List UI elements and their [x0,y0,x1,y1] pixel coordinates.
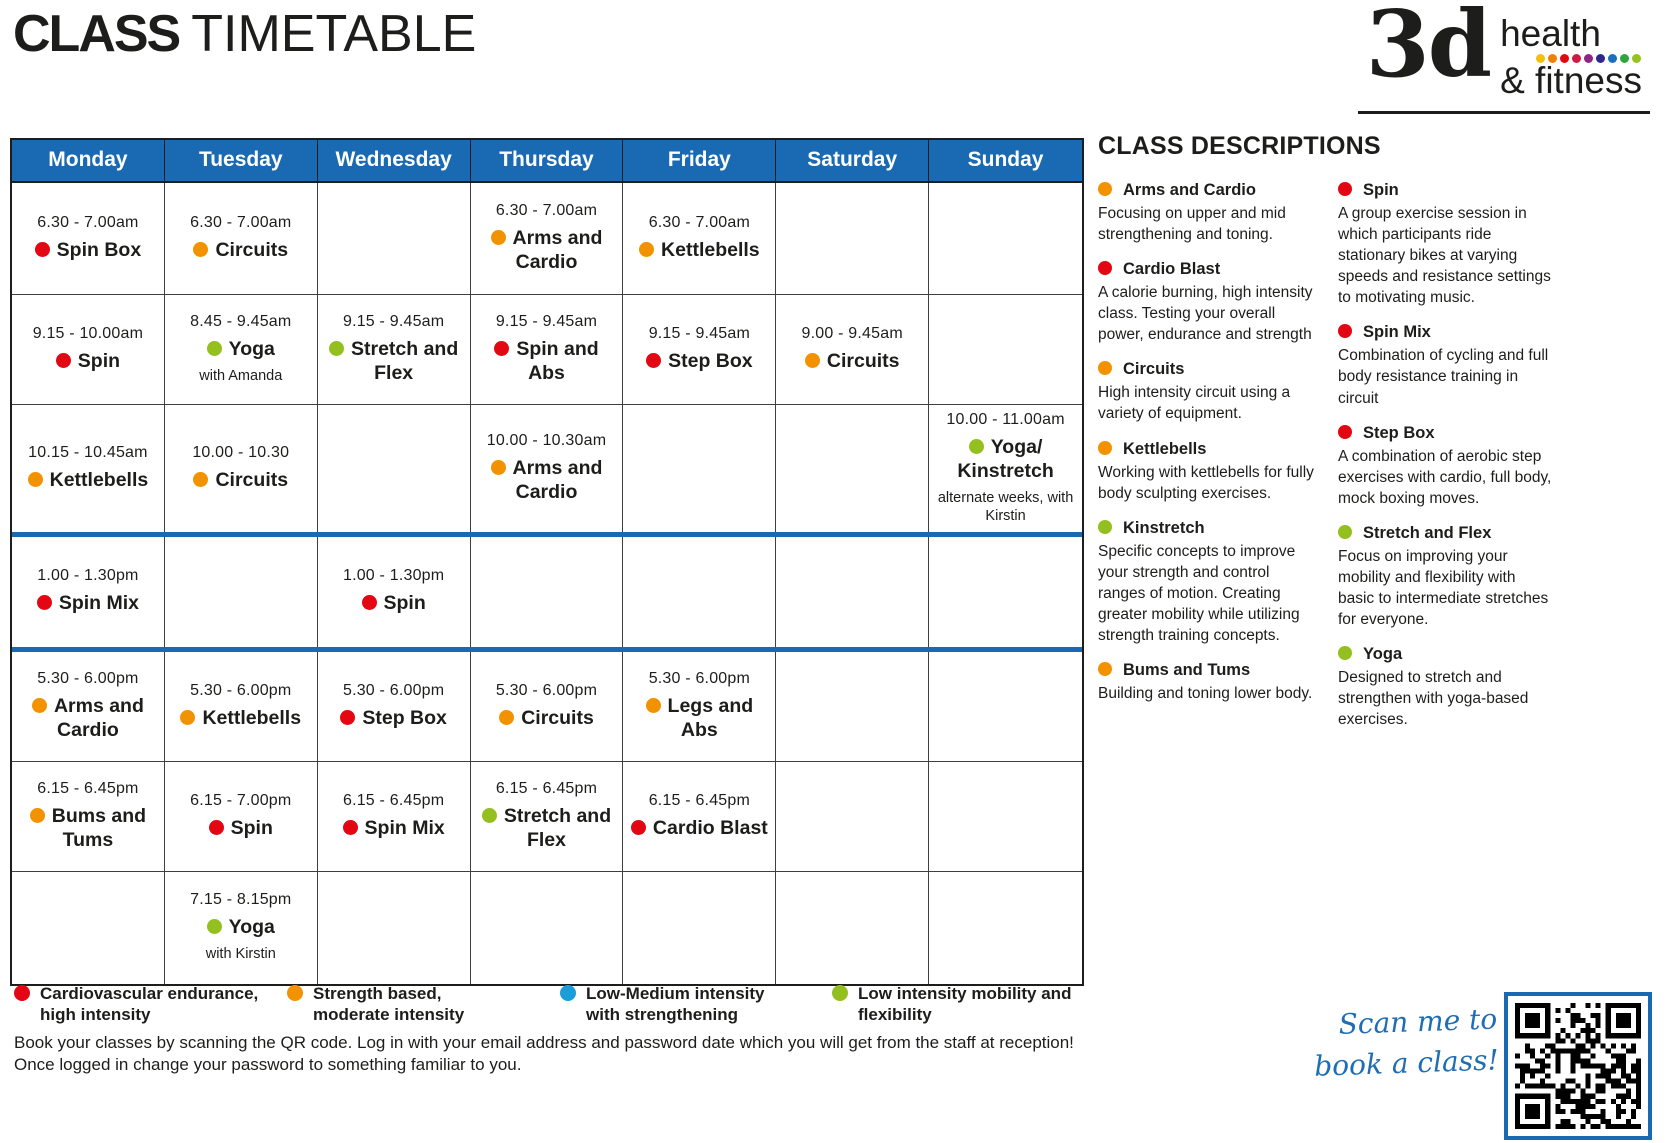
class-time: 7.15 - 8.15pm [190,891,292,909]
class-cell-saturday-row1 [776,183,929,295]
class-cell-sunday-row5 [929,652,1082,762]
timetable-row-2 [12,295,1082,405]
class-cell-sunday-row4 [929,537,1082,647]
booking-instructions-line1: Book your classes by scanning the QR code. Log in with your email address and password date which you will get from the staff at reception! [14,1033,1074,1052]
class-cell-monday-row7 [12,872,165,984]
qr-code [1504,992,1652,1140]
class-name: Step Box [340,707,447,731]
class-time: 6.15 - 6.45pm [37,779,139,797]
class-time: 9.15 - 9.45am [342,313,445,331]
class-time: 1.00 - 1.30pm [37,567,139,585]
class-cell-wednesday-row2 [318,295,471,405]
class-cell-wednesday-row3 [318,405,471,532]
class-cell-wednesday-row5 [318,652,471,762]
intensity-dot-red [1338,425,1352,439]
class-name: Spin and Abs [476,338,618,386]
class-time: 9.00 - 9.45am [801,325,903,343]
class-name: Spin [209,817,273,841]
timetable-row-4 [12,537,1082,647]
description-name: Kinstretch [1098,519,1314,538]
timetable-row-6 [12,762,1082,872]
intensity-dot-red [209,820,224,835]
legend-text: Low intensity mobility and flexibility [858,984,1072,1024]
legend-item [832,984,1080,1025]
class-cell-monday-row3 [12,405,165,532]
class-time: 6.15 - 7.00pm [190,791,292,809]
class-cell-tuesday-row1 [165,183,318,295]
intensity-dot-orange [639,242,654,257]
class-cell-sunday-row6 [929,762,1082,872]
intensity-dot-red [343,820,358,835]
day-header-monday: Monday [12,140,165,181]
class-cell-friday-row5 [623,652,776,762]
legend-text: Low-Medium intensity with strengthening [586,984,765,1024]
class-name: Arms and Cardio [17,695,159,743]
intensity-dot-orange [28,472,43,487]
timetable-row-1 [12,183,1082,295]
class-cell-friday-row4 [623,537,776,647]
class-cell-saturday-row3 [776,405,929,532]
class-time: 10.00 - 10.30 [192,443,290,461]
class-name: Yoga [207,916,275,940]
brand-logo-word-fitness: & fitness [1500,59,1642,101]
class-name: Circuits [805,350,900,374]
class-time: 5.30 - 6.00pm [648,669,751,687]
class-cell-friday-row7 [623,872,776,984]
intensity-dot-orange [1098,662,1112,676]
class-name: Spin [362,592,426,616]
class-cell-thursday-row1 [471,183,624,295]
class-cell-tuesday-row6 [165,762,318,872]
class-cell-thursday-row5 [471,652,624,762]
class-cell-saturday-row7 [776,872,929,984]
class-name: Spin Mix [343,817,445,841]
intensity-dot-red [631,820,646,835]
description-item [1098,360,1314,424]
class-descriptions [1098,132,1658,745]
description-name: Bums and Tums [1098,661,1314,680]
class-name: Circuits [499,707,594,731]
timetable [10,138,1084,986]
intensity-dot-green [969,439,984,454]
class-time: 5.30 - 6.00pm [190,681,292,699]
class-name: Spin Box [35,239,142,263]
class-cell-tuesday-row5 [165,652,318,762]
intensity-dot-red [494,341,509,356]
description-text: High intensity circuit using a variety of equipment. [1098,384,1291,423]
class-name: Step Box [646,350,753,374]
description-item [1338,181,1554,308]
description-item [1098,519,1314,646]
description-name: Circuits [1098,360,1314,379]
description-text: Working with kettlebells for fully body sculpting exercises. [1098,463,1314,502]
intensity-dot-green [329,341,344,356]
intensity-dot-blue [560,985,576,1001]
class-cell-saturday-row4 [776,537,929,647]
description-text: A group exercise session in which participants ride stationary bikes at varying speeds and resistance settings to motivating music. [1338,205,1551,307]
class-name: Circuits [193,239,288,263]
class-cell-sunday-row1 [929,183,1082,295]
description-name: Spin Mix [1338,323,1554,342]
intensity-dot-orange [287,985,303,1001]
class-time: 10.00 - 10.30am [486,432,607,450]
day-header-wednesday: Wednesday [318,140,471,181]
class-cell-friday-row1 [623,183,776,295]
class-cell-tuesday-row2 [165,295,318,405]
class-cell-monday-row2 [12,295,165,405]
class-cell-friday-row2 [623,295,776,405]
class-cell-sunday-row2 [929,295,1082,405]
class-name: Kettlebells [639,239,760,263]
intensity-dot-green [207,919,222,934]
class-cell-thursday-row6 [471,762,624,872]
description-name: Cardio Blast [1098,260,1314,279]
class-name: Spin [56,350,120,374]
class-time: 6.15 - 6.45pm [342,791,445,809]
class-name: Yoga [207,338,275,362]
brand-logo-wordmark [1500,10,1642,99]
descriptions-column-1 [1098,181,1314,745]
class-name: Kettlebells [28,469,149,493]
description-item [1338,323,1554,408]
class-cell-monday-row5 [12,652,165,762]
class-note: with Amanda [199,368,283,385]
qr-caption [1233,999,1500,1089]
description-item [1338,524,1554,630]
description-item [1338,645,1554,730]
class-time: 9.15 - 9.45am [648,325,751,343]
class-cell-thursday-row7 [471,872,624,984]
class-name: Cardio Blast [631,817,768,841]
class-name: Kettlebells [180,707,301,731]
class-time: 6.15 - 6.45pm [495,779,598,797]
intensity-dot-orange [193,242,208,257]
class-cell-tuesday-row3 [165,405,318,532]
description-text: Specific concepts to improve your strength and control ranges of motion. Creating greater mobility while utilizing strength training concepts. [1098,542,1300,645]
day-header-saturday: Saturday [776,140,929,181]
description-text: A calorie burning, high intensity class. Testing your overall power, endurance and strength [1098,284,1313,344]
class-time: 1.00 - 1.30pm [342,567,445,585]
timetable-day-header-row [12,140,1082,183]
description-text: Combination of cycling and full body resistance training in circuit [1338,347,1549,407]
class-note: alternate weeks, with Kirstin [937,489,1074,525]
intensity-dot-green [1338,525,1352,539]
class-name: Stretch and Flex [323,338,465,386]
description-text: Focus on improving your mobility and flexibility with basic to intermediate stretches for everyone. [1338,547,1549,629]
description-name: Spin [1338,181,1554,200]
description-text: Designed to stretch and strengthen with yoga-based exercises. [1338,669,1529,729]
intensity-dot-orange [805,353,820,368]
legend-item [14,984,262,1025]
intensity-dot-red [1098,261,1112,275]
qr-caption-line2: book a class! [1313,1042,1500,1083]
description-name: Step Box [1338,424,1554,443]
timetable-row-5 [12,652,1082,762]
intensity-dot-red [1338,182,1352,196]
class-time: 6.30 - 7.00am [190,214,292,232]
description-text: Focusing on upper and mid strengthening and toning. [1098,205,1286,244]
intensity-dot-orange [32,698,47,713]
class-name: Spin Mix [37,592,139,616]
legend-item [287,984,518,1025]
class-time: 10.00 - 11.00am [946,411,1065,428]
class-time: 6.30 - 7.00am [495,202,598,220]
class-cell-saturday-row2 [776,295,929,405]
legend-text: Strength based, moderate intensity [313,984,465,1024]
intensity-dot-orange [499,710,514,725]
class-cell-saturday-row6 [776,762,929,872]
intensity-dot-red [56,353,71,368]
class-name: Bums and Tums [17,805,159,853]
timetable-row-7 [12,872,1082,984]
class-name: Stretch and Flex [476,805,618,853]
timetable-row-3 [12,405,1082,532]
class-cell-wednesday-row1 [318,183,471,295]
description-item [1098,260,1314,345]
intensity-dot-orange [1098,182,1112,196]
description-item [1098,440,1314,504]
class-cell-monday-row1 [12,183,165,295]
class-time: 9.15 - 10.00am [32,325,144,343]
class-cell-thursday-row3 [471,405,624,532]
class-cell-tuesday-row7 [165,872,318,984]
class-cell-wednesday-row6 [318,762,471,872]
intensity-dot-red [14,985,30,1001]
brand-logo-word-health: health [1500,13,1601,54]
description-name: Arms and Cardio [1098,181,1314,200]
brand-logo [1358,0,1650,114]
intensity-dot-orange [193,472,208,487]
intensity-dot-green [1338,646,1352,660]
booking-instructions [14,1032,1194,1076]
qr-pattern [1515,1003,1641,1129]
description-name: Kettlebells [1098,440,1314,459]
intensity-dot-orange [491,230,506,245]
intensity-dot-orange [1098,441,1112,455]
intensity-dot-red [35,242,50,257]
class-time: 5.30 - 6.00pm [495,681,598,699]
page-title-bold: CLASS [13,5,180,63]
intensity-dot-green [207,341,222,356]
description-item [1098,181,1314,245]
class-name: Yoga/​Kinstretch [957,436,1054,482]
class-time: 10.15 - 10.45am [28,443,148,461]
class-time: 9.15 - 9.45am [495,313,598,331]
description-item [1098,661,1314,704]
page-title-light: TIMETABLE [191,5,477,63]
class-cell-wednesday-row4 [318,537,471,647]
intensity-dot-orange [30,808,45,823]
class-cell-friday-row3 [623,405,776,532]
day-header-sunday: Sunday [967,148,1044,171]
intensity-dot-orange [1098,361,1112,375]
class-time: 8.45 - 9.45am [190,313,292,331]
description-name: Stretch and Flex [1338,524,1554,543]
description-text: Building and toning lower body. [1098,685,1313,703]
description-item [1338,424,1554,509]
class-cell-sunday-row7 [929,872,1082,984]
day-header-thursday: Thursday [471,140,624,181]
class-name: Arms and Cardio [476,457,618,505]
intensity-dot-orange [491,460,506,475]
intensity-dot-green [1098,520,1112,534]
legend-item [560,984,766,1025]
intensity-dot-red [340,710,355,725]
class-cell-monday-row4 [12,537,165,647]
class-cell-sunday-row3 [929,405,1082,532]
class-cell-friday-row6 [623,762,776,872]
description-name: Yoga [1338,645,1554,664]
class-time: 6.30 - 7.00am [37,214,139,232]
intensity-dot-red [1338,324,1352,338]
class-cell-wednesday-row7 [318,872,471,984]
class-note: with Kirstin [205,946,276,963]
intensity-dot-red [37,595,52,610]
intensity-dot-orange [646,698,661,713]
description-text: A combination of aerobic step exercises with cardio, full body, mock boxing moves. [1338,447,1552,507]
class-cell-thursday-row2 [471,295,624,405]
page-title [13,4,476,64]
class-cell-saturday-row5 [776,652,929,762]
intensity-dot-orange [180,710,195,725]
intensity-dot-green [832,985,848,1001]
class-cell-tuesday-row4 [165,537,318,647]
class-descriptions-heading: CLASS DESCRIPTIONS [1098,132,1381,160]
day-header-friday: Friday [623,140,776,181]
class-time: 6.30 - 7.00am [648,214,751,232]
class-name: Arms and Cardio [476,227,618,275]
class-time: 5.30 - 6.00pm [342,681,445,699]
intensity-dot-red [362,595,377,610]
class-name: Legs and Abs [628,695,770,743]
class-descriptions-columns [1098,181,1658,745]
class-time: 6.15 - 6.45pm [648,791,751,809]
class-cell-thursday-row4 [471,537,624,647]
descriptions-column-2 [1338,181,1554,745]
day-header-tuesday: Tuesday [165,140,318,181]
brand-logo-mark: 3d [1365,0,1491,98]
qr-caption-line1: Scan me to [1338,1002,1498,1041]
timetable-body [12,183,1082,984]
class-name: Circuits [193,469,288,493]
legend-text: Cardiovascular endurance, high intensity [40,984,259,1024]
booking-instructions-line2: Once logged in change your password to something familiar to you. [14,1055,522,1075]
intensity-dot-green [482,808,497,823]
intensity-dot-red [646,353,661,368]
class-time: 5.30 - 6.00pm [37,669,139,687]
class-cell-monday-row6 [12,762,165,872]
